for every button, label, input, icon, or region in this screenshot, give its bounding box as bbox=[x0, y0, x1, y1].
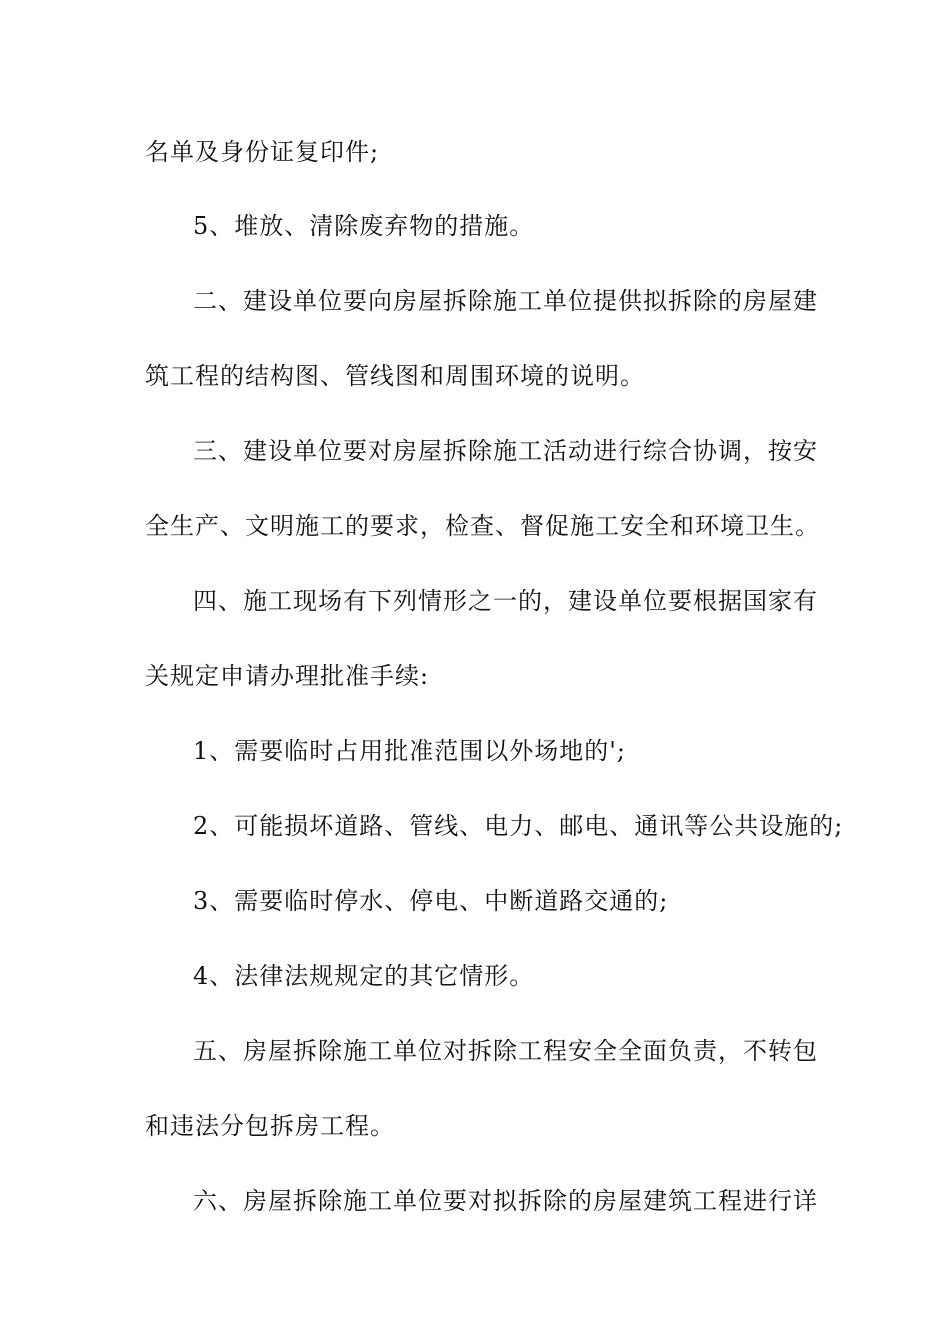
text-line: 3、需要临时停水、停电、中断道路交通的; bbox=[193, 887, 669, 915]
text-line: 关规定申请办理批准手续: bbox=[145, 662, 430, 690]
text-line: 4、法律法规规定的其它情形。 bbox=[193, 962, 535, 990]
text-line: 三、建设单位要对房屋拆除施工活动进行综合协调，按安 bbox=[193, 437, 818, 465]
text-line: 1、需要临时占用批准范围以外场地的'; bbox=[193, 737, 626, 765]
text-line: 六、房屋拆除施工单位要对拟拆除的房屋建筑工程进行详 bbox=[193, 1187, 818, 1215]
text-line: 筑工程的结构图、管线图和周围环境的说明。 bbox=[145, 362, 645, 390]
text-line: 全生产、文明施工的要求，检查、督促施工安全和环境卫生。 bbox=[145, 512, 820, 540]
text-line: 五、房屋拆除施工单位对拆除工程安全全面负责，不转包 bbox=[193, 1037, 818, 1065]
text-line: 和违法分包拆房工程。 bbox=[145, 1112, 395, 1140]
text-line: 名单及身份证复印件; bbox=[145, 138, 380, 166]
text-line: 二、建设单位要向房屋拆除施工单位提供拟拆除的房屋建 bbox=[193, 287, 818, 315]
text-line: 5、堆放、清除废弃物的措施。 bbox=[193, 212, 535, 240]
text-line: 四、施工现场有下列情形之一的，建设单位要根据国家有 bbox=[193, 587, 818, 615]
text-line: 2、可能损坏道路、管线、电力、邮电、通讯等公共设施的; bbox=[193, 812, 844, 840]
